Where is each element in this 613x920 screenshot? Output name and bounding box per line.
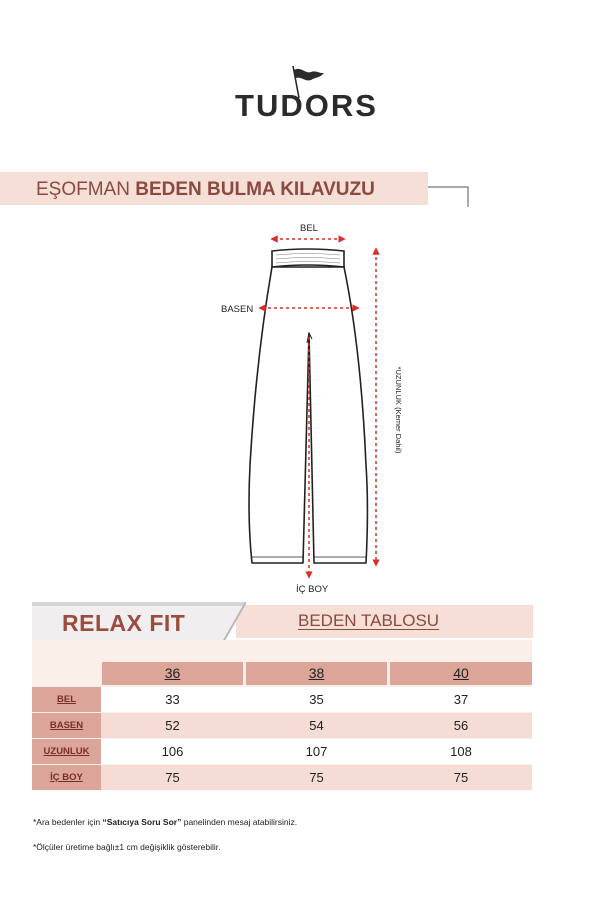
table-cell: 35: [309, 692, 324, 707]
table-cell: 37: [453, 692, 469, 707]
table-cell: 56: [453, 718, 469, 733]
note-inquiry-bold: “Satıcıya Soru Sor”: [102, 817, 182, 827]
size-header-38: 38: [246, 662, 387, 685]
table-row: [32, 713, 532, 738]
table-row: [32, 739, 532, 764]
guide-title: [36, 179, 375, 201]
pants-outline: [249, 267, 368, 563]
waistband: [272, 249, 344, 267]
basen-label: BASEN: [221, 304, 254, 315]
corner-line-decoration: [428, 186, 472, 208]
bel-label: BEL: [300, 223, 318, 234]
table-cell: 75: [165, 770, 180, 785]
note-inquiry-part2: panelinden mesaj atabilirsiniz.: [181, 817, 298, 827]
brand-name: TUDORS: [235, 88, 378, 123]
brand-logo: [0, 62, 613, 132]
table-cell: 52: [165, 718, 180, 733]
table-cell: 33: [165, 692, 180, 707]
table-cell: 107: [305, 744, 328, 759]
table-cell: 75: [309, 770, 324, 785]
icboy-label: İÇ BOY: [296, 584, 329, 595]
note-tolerance: *Ölçüler üretime bağlı±1 cm değişiklik gösterebilir.: [33, 842, 221, 852]
table-title: BEDEN TABLOSU: [298, 611, 440, 630]
row-label: İÇ BOY: [32, 765, 101, 790]
table-cell: 106: [161, 744, 184, 759]
size-header-36: 36: [102, 662, 243, 685]
table-cell: 108: [450, 744, 472, 759]
uzunluk-label: [391, 355, 403, 465]
row-label: BASEN: [32, 713, 101, 738]
size-header-40: 40: [390, 662, 532, 685]
table-cell: 75: [453, 770, 469, 785]
uzunluk-note: (Kemer Dahil): [394, 407, 403, 454]
guide-title-bold: BEDEN BULMA KILAVUZU: [135, 179, 375, 200]
row-label: UZUNLUK: [32, 739, 101, 764]
uzunluk-text: *UZUNLUK: [394, 366, 403, 405]
table-row: [32, 687, 532, 712]
note-inquiry-part1: *Ara bedenler için: [33, 817, 103, 827]
row-label: BEL: [32, 687, 101, 712]
pants-diagram: [210, 215, 410, 585]
fit-title: RELAX FIT: [62, 610, 186, 636]
table-row: [32, 765, 532, 790]
note-inquiry: [33, 817, 297, 827]
table-cell: 54: [309, 718, 324, 733]
guide-title-light: EŞOFMAN: [36, 179, 130, 200]
